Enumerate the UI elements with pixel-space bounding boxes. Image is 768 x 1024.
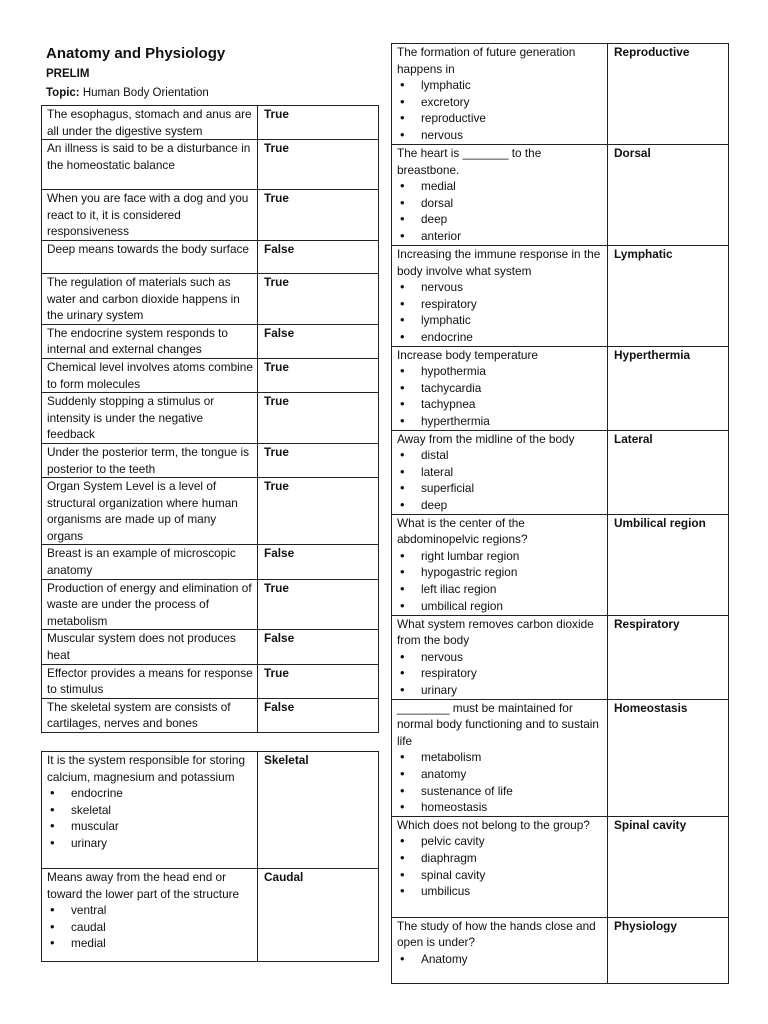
table-row	[392, 145, 729, 246]
option-item: • lateral	[397, 464, 603, 481]
topic-value: Human Body Orientation	[82, 87, 209, 99]
table-row	[392, 615, 729, 699]
question-text: Means away from the head end or toward the lower part of the structure	[47, 870, 240, 901]
table-row	[42, 358, 379, 392]
option-item: • urinary	[47, 835, 253, 852]
question-cell	[392, 44, 608, 145]
answer-cell: True	[258, 393, 379, 444]
option-item: • sustenance of life	[397, 783, 603, 800]
answer-cell: Hyperthermia	[608, 346, 729, 430]
option-item: • spinal cavity	[397, 867, 603, 884]
table-row	[392, 699, 729, 816]
question-cell	[392, 246, 608, 347]
option-item: • ventral	[47, 902, 253, 919]
answer-cell: Spinal cavity	[608, 816, 729, 917]
answer-cell: Homeostasis	[608, 699, 729, 816]
answer-cell: Physiology	[608, 917, 729, 983]
option-item: • deep	[397, 497, 603, 514]
answer-cell: True	[258, 190, 379, 241]
option-item: • endocrine	[47, 785, 253, 802]
option-item: • superficial	[397, 480, 603, 497]
option-item: • nervous	[397, 127, 603, 144]
question-text: What is the center of the abdominopelvic regions?	[397, 515, 528, 547]
option-item: • anatomy	[397, 766, 603, 783]
option-list	[47, 785, 253, 851]
option-item: • muscular	[47, 818, 253, 835]
question-cell	[392, 917, 608, 983]
option-item: • medial	[397, 178, 603, 195]
question-text: The study of how the hands close and open is under?	[397, 918, 596, 950]
question-cell: The skeletal system are consists of cartilages, nerves and bones	[42, 698, 258, 732]
question-cell: Effector provides a means for response to stimulus	[42, 664, 258, 698]
option-item: • respiratory	[397, 296, 603, 313]
answer-cell: True	[258, 273, 379, 324]
table-row	[42, 545, 379, 579]
option-item: • hypothermia	[397, 363, 603, 380]
question-cell: Production of energy and elimination of waste are under the process of metabolism	[42, 579, 258, 630]
option-item: • skeletal	[47, 802, 253, 819]
option-item: • endocrine	[397, 329, 603, 346]
answer-cell: Lateral	[608, 430, 729, 514]
question-cell	[392, 430, 608, 514]
table-row	[42, 273, 379, 324]
answer-cell: True	[258, 106, 379, 140]
question-text: Away from the midline of the body	[397, 431, 575, 446]
table-row	[392, 917, 729, 983]
answer-cell: False	[258, 630, 379, 664]
option-item: • anterior	[397, 228, 603, 245]
question-cell: Organ System Level is a level of structural organization where human organisms are made up of many organs	[42, 478, 258, 545]
question-cell: Under the posterior term, the tongue is posterior to the teeth	[42, 443, 258, 477]
question-cell: Breast is an example of microscopic anatomy	[42, 545, 258, 579]
question-text: Which does not belong to the group?	[397, 817, 590, 832]
option-item: • lymphatic	[397, 312, 603, 329]
option-item: • excretory	[397, 94, 603, 111]
option-item: • homeostasis	[397, 799, 603, 816]
table-row	[392, 346, 729, 430]
option-list	[397, 178, 603, 244]
answer-cell: False	[258, 324, 379, 358]
answer-cell: False	[258, 545, 379, 579]
table-row	[42, 140, 379, 190]
answer-cell: Skeletal	[258, 752, 379, 869]
question-cell	[392, 514, 608, 615]
question-cell: The endocrine system responds to internal and external changes	[42, 324, 258, 358]
table-row	[392, 246, 729, 347]
question-cell	[42, 752, 258, 869]
question-text: ________ must be maintained for normal body functioning and to sustain life	[397, 700, 599, 748]
answer-cell: Reproductive	[608, 44, 729, 145]
question-text: What system removes carbon dioxide from the body	[397, 616, 594, 648]
question-text: The heart is _______ to the breastbone.	[397, 146, 542, 177]
option-list	[47, 902, 253, 952]
question-cell: The esophagus, stomach and anus are all under the digestive system	[42, 106, 258, 140]
option-item: • umbilicus	[397, 883, 603, 900]
question-cell: The regulation of materials such as water and carbon dioxide happens in the urinary system	[42, 273, 258, 324]
table-row	[392, 816, 729, 917]
option-item: • Anatomy	[397, 951, 603, 968]
option-item: • dorsal	[397, 195, 603, 212]
topic-line	[46, 87, 209, 99]
page-title: Anatomy and Physiology	[46, 45, 226, 62]
question-cell	[42, 869, 258, 962]
option-item: • reproductive	[397, 110, 603, 127]
table-row	[42, 240, 379, 273]
question-cell: When you are face with a dog and you react to it, it is considered responsiveness	[42, 190, 258, 241]
answer-cell: True	[258, 579, 379, 630]
question-cell	[392, 615, 608, 699]
true-false-table	[41, 105, 379, 733]
option-list	[397, 548, 603, 614]
answer-cell: True	[258, 140, 379, 190]
section-label: PRELIM	[46, 68, 90, 80]
table-row	[392, 430, 729, 514]
answer-cell: Umbilical region	[608, 514, 729, 615]
option-item: • right lumbar region	[397, 548, 603, 565]
option-list	[397, 363, 603, 429]
table-row	[42, 630, 379, 664]
topic-label: Topic:	[46, 87, 80, 99]
table-row	[42, 393, 379, 444]
option-item: • tachypnea	[397, 396, 603, 413]
option-item: • nervous	[397, 279, 603, 296]
answer-cell: True	[258, 443, 379, 477]
option-list	[397, 77, 603, 143]
option-list	[397, 749, 603, 815]
multiple-choice-table-right	[391, 43, 729, 984]
question-cell: Muscular system does not produces heat	[42, 630, 258, 664]
option-item: • hyperthermia	[397, 413, 603, 430]
multiple-choice-table-left	[41, 751, 379, 962]
question-cell	[392, 699, 608, 816]
question-cell: Chemical level involves atoms combine to form molecules	[42, 358, 258, 392]
table-row	[42, 478, 379, 545]
option-item: • hypogastric region	[397, 564, 603, 581]
option-list	[397, 447, 603, 513]
option-item: • urinary	[397, 682, 603, 699]
option-item: • medial	[47, 935, 253, 952]
option-list	[397, 833, 603, 899]
table-row	[42, 443, 379, 477]
option-item: • respiratory	[397, 665, 603, 682]
table-row	[42, 752, 379, 869]
question-cell	[392, 145, 608, 246]
question-text: Increasing the immune response in the body involve what system	[397, 247, 601, 278]
answer-cell: True	[258, 664, 379, 698]
answer-cell: True	[258, 478, 379, 545]
question-cell: Suddenly stopping a stimulus or intensity is under the negative feedback	[42, 393, 258, 444]
question-cell: Deep means towards the body surface	[42, 240, 258, 273]
option-item: • metabolism	[397, 749, 603, 766]
question-cell	[392, 346, 608, 430]
table-row	[42, 324, 379, 358]
table-row	[392, 44, 729, 145]
question-cell	[392, 816, 608, 917]
option-list	[397, 649, 603, 699]
answer-cell: Caudal	[258, 869, 379, 962]
table-row	[42, 106, 379, 140]
table-row	[42, 190, 379, 241]
question-text: Increase body temperature	[397, 347, 538, 362]
answer-cell: False	[258, 698, 379, 732]
option-item: • deep	[397, 211, 603, 228]
table-row	[42, 664, 379, 698]
option-item: • caudal	[47, 919, 253, 936]
option-item: • umbilical region	[397, 598, 603, 615]
table-row	[42, 869, 379, 962]
option-item: • tachycardia	[397, 380, 603, 397]
option-item: • diaphragm	[397, 850, 603, 867]
answer-cell: True	[258, 358, 379, 392]
answer-cell: False	[258, 240, 379, 273]
option-item: • left iliac region	[397, 581, 603, 598]
option-item: • distal	[397, 447, 603, 464]
answer-cell: Dorsal	[608, 145, 729, 246]
option-item: • nervous	[397, 649, 603, 666]
option-item: • lymphatic	[397, 77, 603, 94]
answer-cell: Respiratory	[608, 615, 729, 699]
table-row	[392, 514, 729, 615]
answer-cell: Lymphatic	[608, 246, 729, 347]
table-row	[42, 698, 379, 732]
question-text: It is the system responsible for storing calcium, magnesium and potassium	[47, 753, 246, 784]
option-item: • pelvic cavity	[397, 833, 603, 850]
option-list	[397, 279, 603, 345]
table-row	[42, 579, 379, 630]
question-cell: An illness is said to be a disturbance in the homeostatic balance	[42, 140, 258, 190]
question-text: The formation of future generation happens in	[397, 45, 576, 76]
option-list	[397, 951, 603, 968]
